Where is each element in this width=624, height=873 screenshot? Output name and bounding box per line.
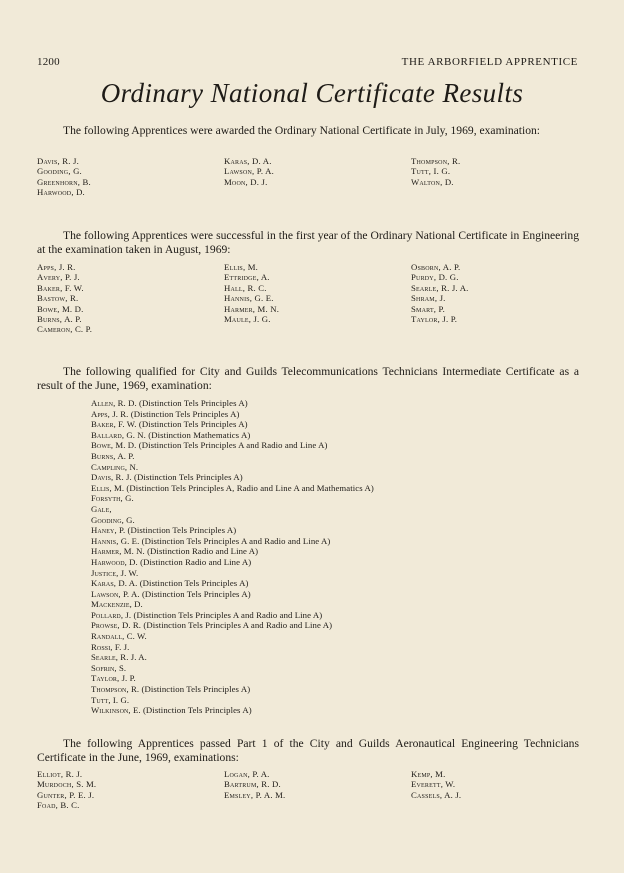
distinction-note: (Distinction Tels Principles A) — [134, 472, 243, 483]
apprentice-name: Burns, A. P. — [91, 450, 135, 461]
result-entry — [91, 589, 561, 600]
distinction-note: (Distinction Tels Principles A) — [139, 398, 248, 408]
distinction-note: (Distinction Tels Principles A) — [139, 578, 249, 589]
name-entry: Foad, B. C. — [37, 800, 80, 811]
section-intro-onc-awarded: The following Apprentices were awarded the Ordinary National Certificate in July, 1969, examination: — [63, 124, 541, 137]
result-entry — [91, 578, 561, 589]
result-entry — [91, 451, 561, 462]
name-entry: Everett, W. — [411, 779, 456, 790]
result-entry — [91, 557, 561, 568]
name-entry: Bastow, R. — [37, 293, 79, 304]
name-entry: Walton, D. — [411, 176, 454, 187]
result-entry — [91, 546, 561, 557]
name-entry: Greenhorn, B. — [37, 176, 91, 187]
distinction-note: (Distinction Mathematics A) — [148, 429, 251, 440]
apprentice-name: Rossi, F. J. — [91, 641, 130, 652]
name-entry: Taylor, J. P. — [411, 314, 458, 325]
name-entry: Bowe, M. D. — [37, 303, 84, 314]
name-entry: Harmer, M. N. — [224, 303, 280, 314]
distinction-note: (Distinction Tels Principles A) — [142, 705, 252, 716]
result-entry — [91, 536, 561, 547]
apprentice-name: Lawson, P. A. — [91, 588, 140, 599]
name-entry: Murdoch, S. M. — [37, 779, 97, 790]
distinction-note: (Distinction Tels Principles A) — [130, 408, 240, 419]
result-entry — [91, 409, 561, 420]
result-entry — [91, 515, 561, 526]
name-entry: Searle, R. J. A. — [411, 282, 469, 293]
result-entry — [91, 620, 561, 631]
name-entry: Baker, F. W. — [37, 282, 84, 293]
name-entry: Shram, J. — [411, 293, 446, 304]
page-title: Ordinary National Certificate Results — [100, 78, 524, 108]
result-entry — [91, 610, 561, 621]
name-entry: Harwood, D. — [37, 187, 85, 198]
result-entry — [91, 472, 561, 483]
result-entry — [91, 599, 561, 610]
result-entry — [91, 430, 561, 441]
result-entry — [91, 684, 561, 695]
result-entry — [91, 705, 561, 716]
distinction-note: (Distinction Tels Principles A, Radio and Line A and Mathematics A) — [126, 482, 374, 493]
section-intro-onc-first-year: The following Apprentices were successful in the first year of the Ordinary National Certificate in Engineering at the examination taken in August, 1969: — [37, 229, 579, 256]
distinction-note: (Distinction Tels Principles A) — [127, 525, 237, 536]
page-number: 1200 — [37, 56, 60, 68]
apprentice-name: Randall, C. W. — [91, 631, 147, 642]
apprentice-name: Searle, R. J. A. — [91, 652, 147, 663]
name-entry: Hannis, G. E. — [224, 293, 274, 304]
result-entry — [91, 493, 561, 504]
section-intro-telecom: The following qualified for City and Guilds Telecommunications Technicians Intermediate Certificate as a result of the June, 1969, examination: — [37, 365, 579, 392]
name-entry: Gooding, G. — [37, 166, 82, 177]
apprentice-name: Harmer, M. N. — [91, 546, 145, 557]
distinction-note: (Distinction Tels Principles A and Radio and Line A) — [133, 609, 323, 620]
name-entry: Karas, D. A. — [224, 156, 272, 166]
name-entry: Ettridge, A. — [224, 272, 270, 283]
result-entry — [91, 398, 561, 409]
name-entry: Smart, P. — [411, 303, 445, 314]
name-entry: Moon, D. J. — [224, 176, 268, 187]
name-entry: Purdy, D. G. — [411, 272, 459, 283]
name-entry: Apps, J. R. — [37, 262, 76, 272]
apprentice-name: Prowse, D. R. — [91, 620, 142, 631]
result-entry — [91, 695, 561, 706]
result-entry — [91, 568, 561, 579]
apprentice-name: Ballard, G. N. — [91, 429, 146, 440]
distinction-note: (Distinction Tels Principles A and Radio and Line A) — [141, 535, 331, 546]
name-entry: Tutt, I. G. — [411, 166, 451, 177]
apprentice-name: Tutt, I. G. — [91, 694, 130, 705]
result-entry — [91, 504, 561, 515]
apprentice-name: Karas, D. A. — [91, 578, 138, 589]
name-entry: Bartrum, R. D. — [224, 779, 281, 790]
name-entry: Emsley, P. A. M. — [224, 789, 286, 800]
name-entry: Burns, A. P. — [37, 314, 82, 325]
section-intro-aeronautical: The following Apprentices passed Part 1 of the City and Guilds Aeronautical Engineering Technicians Certificate in the June, 1969, examinations: — [37, 737, 579, 764]
distinction-note: (Distinction Tels Principles A) — [141, 684, 251, 695]
apprentice-name: Justice, J. W. — [91, 567, 139, 578]
apprentice-name: Apps, J. R. — [91, 408, 129, 419]
name-grid-onc-first-year — [37, 262, 597, 335]
apprentice-name: Haney, P. — [91, 525, 126, 536]
name-entry: Osborn, A. P. — [411, 262, 461, 272]
name-entry: Kemp, M. — [411, 769, 446, 779]
name-entry: Maule, J. G. — [224, 314, 271, 325]
name-entry: Cameron, C. P. — [37, 324, 93, 335]
distinction-note: (Distinction Tels Principles A) — [141, 588, 251, 599]
result-entry — [91, 673, 561, 684]
apprentice-name: Wilkinson, E. — [91, 705, 141, 716]
name-entry: Avery, P. J. — [37, 272, 80, 283]
apprentice-name: Gale, — [91, 503, 112, 514]
apprentice-name: Ellis, M. — [91, 482, 125, 493]
apprentice-name: Sofrin, S. — [91, 662, 127, 673]
result-entry — [91, 419, 561, 430]
name-entry: Ellis, M. — [224, 262, 259, 272]
apprentice-name: Hannis, G. E. — [91, 535, 140, 546]
name-grid-onc-awarded — [37, 156, 597, 198]
name-entry: Lawson, P. A. — [224, 166, 274, 177]
result-entry — [91, 462, 561, 473]
name-entry: Gunter, P. E. J. — [37, 789, 95, 800]
distinction-note: (Distinction Radio and Line A) — [147, 546, 259, 557]
name-entry: Hall, R. C. — [224, 282, 267, 293]
result-entry — [91, 663, 561, 674]
name-entry: Logan, P. A. — [224, 769, 270, 779]
name-entry: Cassels, A. J. — [411, 789, 462, 800]
result-entry — [91, 525, 561, 536]
running-header: THE ARBORFIELD APPRENTICE — [401, 56, 578, 68]
result-entry — [91, 483, 561, 494]
distinction-note: (Distinction Tels Principles A) — [138, 419, 248, 430]
result-entry — [91, 440, 561, 451]
apprentice-name: Davis, R. J. — [91, 472, 132, 483]
name-entry: Elliot, R. J. — [37, 769, 83, 779]
distinction-note: (Distinction Tels Principles A and Radio and Line A) — [143, 620, 333, 631]
result-entry — [91, 642, 561, 653]
telecom-results-list — [91, 398, 561, 716]
apprentice-name: Harwood, D. — [91, 556, 138, 567]
result-entry — [91, 652, 561, 663]
distinction-note: (Distinction Radio and Line A) — [140, 556, 252, 567]
apprentice-name: Mackenzie, D. — [91, 599, 143, 610]
apprentice-name: Bowe, M. D. — [91, 440, 137, 451]
apprentice-name: Thompson, R. — [91, 684, 140, 695]
apprentice-name: Baker, F. W. — [91, 419, 137, 430]
result-entry — [91, 631, 561, 642]
apprentice-name: Allen, R. D. — [91, 398, 137, 408]
apprentice-name: Forsyth, G. — [91, 493, 134, 504]
name-entry: Thompson, R. — [411, 156, 461, 166]
distinction-note: (Distinction Tels Principles A and Radio and Line A) — [138, 440, 328, 451]
apprentice-name: Pollard, J. — [91, 609, 132, 620]
name-grid-aeronautical — [37, 769, 597, 811]
apprentice-name: Campling, N. — [91, 461, 139, 472]
apprentice-name: Taylor, J. P. — [91, 673, 136, 684]
name-entry: Davis, R. J. — [37, 156, 79, 166]
apprentice-name: Gooding, G. — [91, 514, 135, 525]
